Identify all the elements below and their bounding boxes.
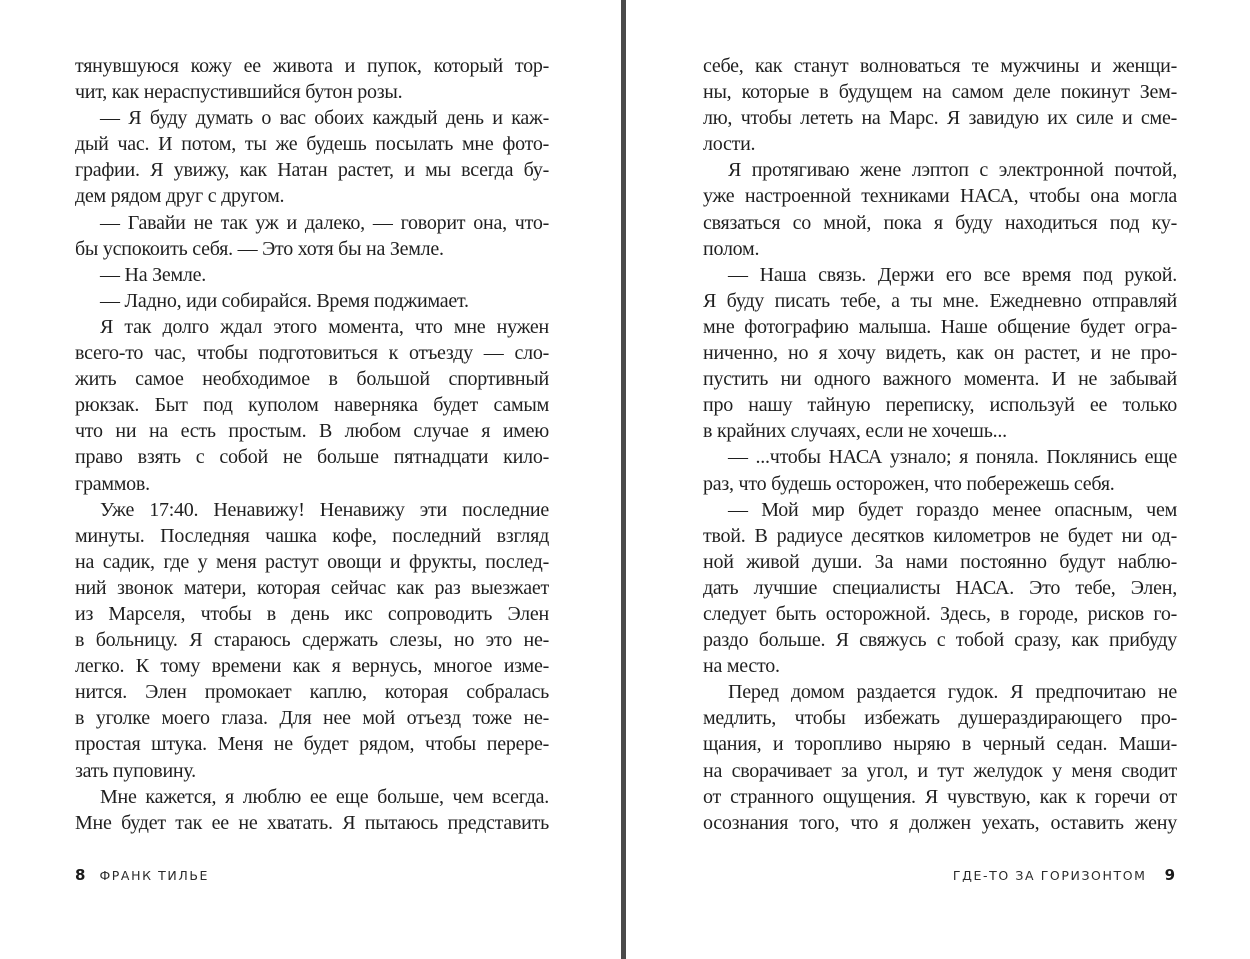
text-line: твой. В радиусе десятков километров не будет ни од- <box>703 524 1177 547</box>
text-line: уже настроенной техниками НАСА, чтобы она могла <box>703 185 1177 208</box>
text-line: что ни на есть простым. В любом случае я имею <box>75 420 549 443</box>
text-line: в уголке моего глаза. Для нее мой отъезд тоже не- <box>75 707 549 730</box>
text-line: дем рядом друг с другом. <box>75 185 285 208</box>
text-line: Я буду писать тебе, а ты мне. Ежедневно отправляй <box>703 289 1177 312</box>
text-line: осознания того, что я должен уехать, оставить жену <box>703 811 1177 834</box>
text-line: чит, как нераспустившийся бутон розы. <box>75 81 403 104</box>
right-page-text <box>703 53 1177 836</box>
text-line: на сворачивает за угол, и тут желудок у меня сводит <box>703 759 1177 782</box>
text-line: Мне будет так ее не хватать. Я пытаюсь представить <box>75 811 549 834</box>
text-line: пустить ни одного важного момента. И не забывай <box>703 368 1177 391</box>
text-line: дать лучшие специалисты НАСА. Это тебе, Элен, <box>703 576 1177 599</box>
left-page-text <box>75 53 549 836</box>
right-page-footer <box>953 866 1175 884</box>
text-line: ний звонок матери, которая сейчас как раз выезжает <box>75 576 549 599</box>
text-line: связаться со мной, пока я буду находиться под ку- <box>703 211 1177 234</box>
right-page <box>628 0 1250 959</box>
text-line: Перед домом раздается гудок. Я предпочитаю не <box>728 681 1177 704</box>
text-line: ной живой души. За нами постоянно будут наблю- <box>703 550 1177 573</box>
text-line: — Мой мир будет гораздо менее опасным, чем <box>728 498 1177 521</box>
text-line: — Наша связь. Держи его все время под рукой. <box>728 263 1177 286</box>
text-line: на место. <box>703 655 780 678</box>
text-line: себе, как станут волноваться те мужчины и женщи- <box>703 55 1177 77</box>
text-line: — Ладно, иди собирайся. Время поджимает. <box>100 289 469 312</box>
text-line: про нашу тайную переписку, используй ее только <box>703 394 1177 417</box>
text-line: лю, чтобы лететь на Марс. Я завидую их силе и сме- <box>703 107 1177 130</box>
text-line: Я так долго ждал этого момента, что мне нужен <box>100 315 549 338</box>
text-line: минуты. Последняя чашка кофе, последний взгляд <box>75 524 549 547</box>
text-line: тянувшуюся кожу ее живота и пупок, который тор- <box>75 55 549 77</box>
text-line: раздо больше. Я свяжусь с тобой сразу, как прибуду <box>703 629 1177 652</box>
text-line: рюкзак. Быт под куполом наверняка будет самым <box>75 394 549 417</box>
text-line: медлить, чтобы избежать душераздирающего про- <box>703 707 1177 730</box>
text-line: в крайних случаях, если не хочешь... <box>703 420 1007 443</box>
running-head-title: ГДЕ-ТО ЗА ГОРИЗОНТОМ <box>952 868 1147 883</box>
text-line: от странного ощущения. Я чувствую, как к горечи от <box>703 785 1177 808</box>
text-line: полом. <box>703 237 760 260</box>
text-line: — Я буду думать о вас обоих каждый день и каж- <box>100 107 549 130</box>
text-line: жить самое необходимое в большой спортивный <box>75 368 549 391</box>
text-line: простая штука. Меня не будет рядом, чтобы перере- <box>75 733 549 756</box>
text-line: граммов. <box>75 472 150 495</box>
text-line: лости. <box>703 133 756 156</box>
text-line: Я протягиваю жене лэптоп с электронной почтой, <box>728 159 1177 182</box>
text-line: графии. Я увижу, как Натан растет, и мы всегда бу- <box>75 159 549 182</box>
text-line: на садик, где у меня растут овощи и фрукты, послед- <box>75 550 549 573</box>
text-line: бы успокоить себя. — Это хотя бы на Земле. <box>75 237 444 260</box>
left-page <box>0 0 622 959</box>
text-line: — Гавайи не так уж и далеко, — говорит она, что- <box>100 211 549 234</box>
page-number: 9 <box>1164 866 1175 884</box>
text-line: нится. Элен промокает каплю, которая собралась <box>75 681 549 704</box>
text-line: легко. К тому времени как я вернусь, многое изме- <box>75 655 549 678</box>
text-line: следует быть осторожной. Здесь, в городе, рисков го- <box>703 602 1177 625</box>
text-line: Уже 17:40. Ненавижу! Ненавижу эти последние <box>100 498 549 521</box>
text-line: ны, которые в будущем на самом деле покинут Зем- <box>703 81 1177 104</box>
text-line: — ...чтобы НАСА узнало; я поняла. Поклянись еще <box>728 446 1177 469</box>
book-spine <box>621 0 626 959</box>
text-line: мне фотографию малыша. Наше общение будет огра- <box>703 315 1177 338</box>
left-page-footer <box>75 866 209 884</box>
text-line: ниченно, но я хочу видеть, как он растет, и не про- <box>703 342 1177 365</box>
text-line: Мне кажется, я люблю ее еще больше, чем всегда. <box>100 785 549 808</box>
page-number: 8 <box>75 866 86 884</box>
text-line: из Марселя, чтобы в день икс сопроводить Элен <box>75 602 549 625</box>
running-head-author: ФРАНК ТИЛЬЕ <box>99 868 209 883</box>
text-line: дый час. И потом, ты же будешь посылать мне фото- <box>75 133 549 156</box>
text-line: — На Земле. <box>100 263 206 286</box>
text-line: всего-то час, чтобы подготовиться к отъезду — сло- <box>75 342 549 365</box>
text-line: зать пуповину. <box>75 759 196 782</box>
text-line: раз, что будешь осторожен, что побережешь себя. <box>703 472 1115 495</box>
text-line: в больницу. Я стараюсь сдержать слезы, но это не- <box>75 629 549 652</box>
text-line: щания, и торопливо ныряю в черный седан. Маши- <box>703 733 1177 756</box>
text-line: право взять с собой не больше пятнадцати кило- <box>75 446 549 469</box>
